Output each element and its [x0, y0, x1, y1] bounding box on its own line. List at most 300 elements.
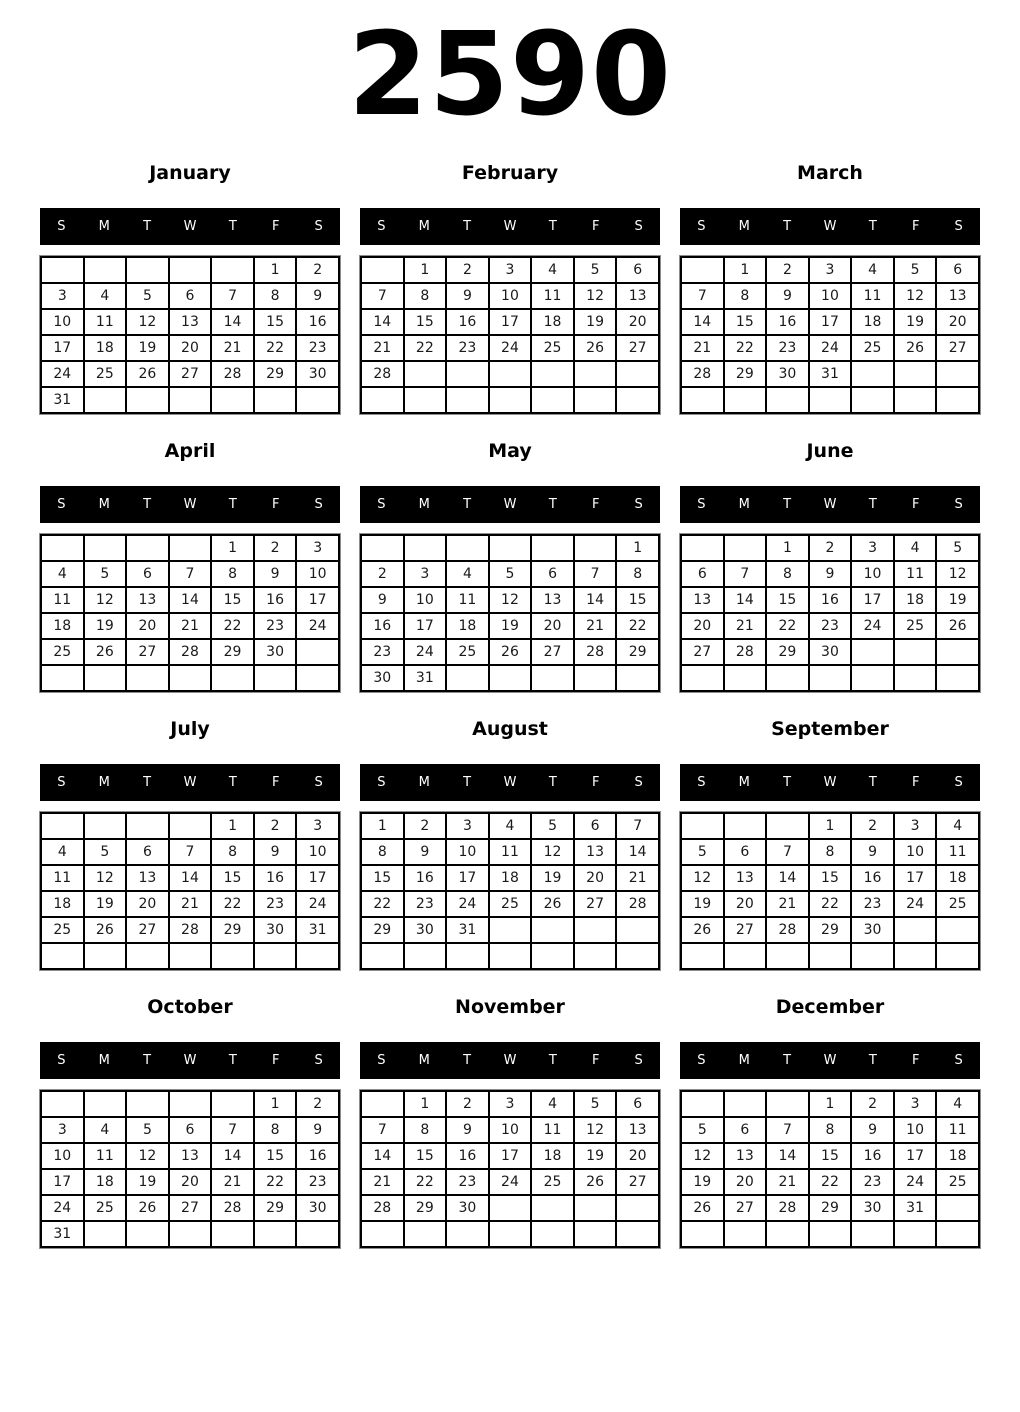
day-cell: 8 [404, 1117, 447, 1143]
day-cell: 5 [936, 535, 979, 561]
day-cell [211, 1091, 254, 1117]
week-row [361, 1169, 659, 1195]
day-cell: 4 [936, 813, 979, 839]
day-cell: 5 [531, 813, 574, 839]
weekday-label: F [271, 219, 280, 234]
day-cell: 11 [84, 1143, 127, 1169]
day-cell [169, 1221, 212, 1247]
weekday-label: M [98, 775, 110, 790]
week-row [681, 257, 979, 283]
day-cell: 8 [361, 839, 404, 865]
day-cell: 22 [211, 891, 254, 917]
day-cell: 14 [766, 865, 809, 891]
day-cell: 28 [211, 1195, 254, 1221]
day-cell [211, 1221, 254, 1247]
day-cell [446, 943, 489, 969]
day-cell [766, 665, 809, 691]
day-cell: 12 [84, 587, 127, 613]
day-cell: 15 [361, 865, 404, 891]
month-title: February [461, 162, 559, 184]
weekday-label: F [271, 1053, 280, 1068]
day-cell: 23 [254, 613, 297, 639]
weekday-label: T [463, 497, 472, 512]
day-cell [84, 1221, 127, 1247]
month-march [680, 150, 980, 428]
month-october [40, 984, 340, 1262]
day-cell: 16 [851, 865, 894, 891]
day-cell: 27 [169, 361, 212, 387]
day-cell: 8 [404, 283, 447, 309]
day-cell: 1 [211, 535, 254, 561]
month-grid [360, 256, 660, 414]
week-row [41, 361, 339, 387]
day-cell: 10 [489, 283, 532, 309]
day-cell: 27 [169, 1195, 212, 1221]
day-cell: 20 [616, 309, 659, 335]
day-cell: 24 [894, 1169, 937, 1195]
day-cell: 18 [851, 309, 894, 335]
week-row [681, 1221, 979, 1247]
day-cell [126, 813, 169, 839]
day-cell: 30 [766, 361, 809, 387]
day-cell: 10 [489, 1117, 532, 1143]
day-cell: 2 [851, 813, 894, 839]
weekday-label: S [314, 775, 323, 790]
weekday-label: S [697, 497, 706, 512]
month-grid [680, 534, 980, 692]
weekday-label: M [98, 219, 110, 234]
day-cell: 10 [41, 1143, 84, 1169]
day-cell [169, 665, 212, 691]
day-cell: 12 [84, 865, 127, 891]
day-cell: 17 [489, 309, 532, 335]
day-cell [809, 1221, 852, 1247]
day-cell [84, 665, 127, 691]
day-cell [84, 1091, 127, 1117]
day-cell: 23 [446, 335, 489, 361]
day-cell [851, 387, 894, 413]
day-cell: 2 [254, 535, 297, 561]
week-row [361, 917, 659, 943]
day-cell: 21 [766, 1169, 809, 1195]
week-row [681, 587, 979, 613]
day-cell [84, 535, 127, 561]
weekday-label: T [783, 775, 792, 790]
day-cell [724, 1091, 767, 1117]
day-cell [724, 535, 767, 561]
day-cell [254, 1221, 297, 1247]
day-cell: 15 [211, 865, 254, 891]
day-cell [616, 1195, 659, 1221]
day-cell: 16 [296, 1143, 339, 1169]
day-cell: 25 [936, 1169, 979, 1195]
day-cell [296, 387, 339, 413]
day-cell [681, 387, 724, 413]
day-cell: 18 [489, 865, 532, 891]
day-cell [809, 665, 852, 691]
week-row [681, 943, 979, 969]
day-cell: 4 [894, 535, 937, 561]
day-cell [361, 1221, 404, 1247]
day-cell: 6 [574, 813, 617, 839]
day-cell [574, 1221, 617, 1247]
weekday-label: M [418, 219, 430, 234]
day-cell: 25 [84, 1195, 127, 1221]
week-row [41, 335, 339, 361]
day-cell: 20 [169, 335, 212, 361]
day-cell: 9 [446, 283, 489, 309]
week-row [681, 387, 979, 413]
week-row [361, 309, 659, 335]
day-cell: 27 [936, 335, 979, 361]
weekday-label: F [591, 219, 600, 234]
day-cell: 13 [574, 839, 617, 865]
weekday-label: T [868, 775, 877, 790]
week-row [361, 1143, 659, 1169]
day-cell: 12 [126, 1143, 169, 1169]
day-cell: 4 [851, 257, 894, 283]
day-cell: 1 [254, 1091, 297, 1117]
day-cell: 7 [766, 1117, 809, 1143]
day-cell: 24 [404, 639, 447, 665]
day-cell: 31 [446, 917, 489, 943]
day-cell: 26 [681, 1195, 724, 1221]
day-cell: 22 [809, 1169, 852, 1195]
day-cell: 2 [404, 813, 447, 839]
day-cell [681, 813, 724, 839]
month-title: January [149, 162, 231, 184]
day-cell: 22 [404, 1169, 447, 1195]
weekday-label: W [503, 497, 517, 512]
day-cell: 4 [41, 561, 84, 587]
day-cell [936, 943, 979, 969]
day-cell [41, 813, 84, 839]
week-row [41, 1221, 339, 1247]
day-cell: 22 [254, 1169, 297, 1195]
day-cell: 26 [531, 891, 574, 917]
day-cell: 7 [361, 283, 404, 309]
day-cell: 20 [724, 891, 767, 917]
day-cell: 10 [296, 561, 339, 587]
weekday-label: F [271, 497, 280, 512]
day-cell [936, 1195, 979, 1221]
day-cell: 25 [936, 891, 979, 917]
day-cell [766, 387, 809, 413]
week-row [361, 865, 659, 891]
day-cell: 27 [574, 891, 617, 917]
day-cell: 26 [84, 917, 127, 943]
day-cell: 16 [254, 865, 297, 891]
day-cell [126, 665, 169, 691]
day-cell: 26 [574, 1169, 617, 1195]
day-cell [574, 361, 617, 387]
day-cell [489, 1221, 532, 1247]
day-cell: 4 [936, 1091, 979, 1117]
day-cell [41, 535, 84, 561]
day-cell: 18 [936, 865, 979, 891]
day-cell [446, 387, 489, 413]
day-cell: 19 [681, 1169, 724, 1195]
day-cell: 29 [361, 917, 404, 943]
month-november [360, 984, 660, 1262]
day-cell [936, 639, 979, 665]
weekday-label: T [783, 219, 792, 234]
day-cell [361, 535, 404, 561]
day-cell: 24 [894, 891, 937, 917]
day-cell: 3 [446, 813, 489, 839]
day-cell: 31 [894, 1195, 937, 1221]
day-cell [936, 1221, 979, 1247]
day-cell: 11 [531, 283, 574, 309]
day-cell: 30 [254, 639, 297, 665]
day-cell [894, 665, 937, 691]
week-row [41, 891, 339, 917]
day-cell: 15 [254, 1143, 297, 1169]
day-cell [681, 1091, 724, 1117]
day-cell [41, 1091, 84, 1117]
weekday-label: T [783, 497, 792, 512]
day-cell: 12 [126, 309, 169, 335]
day-cell: 11 [851, 283, 894, 309]
day-cell: 30 [254, 917, 297, 943]
month-title: November [455, 996, 565, 1018]
week-row [681, 839, 979, 865]
day-cell: 28 [169, 639, 212, 665]
day-cell: 28 [681, 361, 724, 387]
day-cell: 30 [296, 1195, 339, 1221]
day-cell [851, 665, 894, 691]
day-cell: 4 [531, 1091, 574, 1117]
day-cell: 29 [809, 917, 852, 943]
weekday-label: T [463, 775, 472, 790]
day-cell: 23 [296, 1169, 339, 1195]
day-cell: 27 [531, 639, 574, 665]
weekday-label: M [98, 497, 110, 512]
day-cell: 22 [361, 891, 404, 917]
day-cell [489, 917, 532, 943]
day-cell: 5 [894, 257, 937, 283]
day-cell [616, 361, 659, 387]
week-row [41, 1143, 339, 1169]
week-row [681, 1117, 979, 1143]
weekday-label: S [634, 497, 643, 512]
day-cell: 26 [894, 335, 937, 361]
week-row [681, 361, 979, 387]
day-cell: 28 [766, 917, 809, 943]
day-cell [296, 639, 339, 665]
weekday-label: S [697, 1053, 706, 1068]
day-cell [126, 1091, 169, 1117]
day-cell: 19 [574, 309, 617, 335]
weekday-label: T [143, 497, 152, 512]
day-cell: 18 [936, 1143, 979, 1169]
day-cell: 18 [41, 891, 84, 917]
day-cell [169, 257, 212, 283]
weekday-label: S [377, 1053, 386, 1068]
week-row [41, 309, 339, 335]
weekday-label: S [314, 219, 323, 234]
day-cell [361, 943, 404, 969]
day-cell: 31 [404, 665, 447, 691]
weekday-label: S [57, 219, 66, 234]
day-cell [404, 387, 447, 413]
month-title: December [775, 996, 885, 1018]
day-cell: 7 [766, 839, 809, 865]
day-cell: 26 [126, 1195, 169, 1221]
day-cell: 22 [616, 613, 659, 639]
day-cell [446, 1221, 489, 1247]
week-row [681, 1143, 979, 1169]
week-row [361, 587, 659, 613]
day-cell: 14 [361, 1143, 404, 1169]
weekday-label: W [823, 497, 837, 512]
week-row [681, 1169, 979, 1195]
day-cell [169, 1091, 212, 1117]
day-cell [894, 943, 937, 969]
day-cell [404, 943, 447, 969]
day-cell [84, 257, 127, 283]
weekday-label: T [228, 775, 237, 790]
day-cell [894, 1221, 937, 1247]
day-cell: 27 [724, 917, 767, 943]
day-cell: 12 [936, 561, 979, 587]
day-cell [489, 387, 532, 413]
day-cell: 15 [809, 1143, 852, 1169]
day-cell: 13 [126, 865, 169, 891]
day-cell: 17 [296, 865, 339, 891]
week-row [41, 535, 339, 561]
day-cell: 4 [446, 561, 489, 587]
day-cell: 13 [169, 1143, 212, 1169]
day-cell [531, 535, 574, 561]
day-cell: 14 [361, 309, 404, 335]
day-cell: 10 [404, 587, 447, 613]
day-cell: 15 [211, 587, 254, 613]
week-row [361, 613, 659, 639]
day-cell: 23 [361, 639, 404, 665]
weekday-label: T [548, 1053, 557, 1068]
day-cell: 30 [809, 639, 852, 665]
day-cell [446, 535, 489, 561]
day-cell: 2 [296, 257, 339, 283]
day-cell: 28 [361, 1195, 404, 1221]
day-cell: 31 [809, 361, 852, 387]
day-cell: 22 [254, 335, 297, 361]
day-cell: 18 [84, 1169, 127, 1195]
day-cell: 21 [574, 613, 617, 639]
day-cell: 18 [531, 1143, 574, 1169]
week-row [41, 1117, 339, 1143]
day-cell [489, 943, 532, 969]
day-cell: 6 [616, 257, 659, 283]
day-cell [126, 387, 169, 413]
day-cell: 21 [681, 335, 724, 361]
day-cell: 27 [126, 917, 169, 943]
day-cell: 27 [616, 1169, 659, 1195]
week-row [361, 535, 659, 561]
day-cell: 24 [446, 891, 489, 917]
day-cell [809, 387, 852, 413]
day-cell: 19 [489, 613, 532, 639]
day-cell [126, 943, 169, 969]
day-cell [84, 387, 127, 413]
day-cell: 21 [616, 865, 659, 891]
weekday-label: F [911, 775, 920, 790]
month-grid [360, 1090, 660, 1248]
day-cell [361, 257, 404, 283]
month-grid [360, 534, 660, 692]
week-row [41, 943, 339, 969]
day-cell: 17 [489, 1143, 532, 1169]
weekday-label: S [57, 497, 66, 512]
day-cell [724, 1221, 767, 1247]
day-cell [574, 665, 617, 691]
day-cell [254, 387, 297, 413]
day-cell: 22 [211, 613, 254, 639]
weekday-label: M [418, 1053, 430, 1068]
day-cell: 14 [169, 865, 212, 891]
day-cell: 5 [574, 257, 617, 283]
day-cell: 14 [211, 309, 254, 335]
weekday-label: W [183, 775, 197, 790]
week-row [41, 813, 339, 839]
week-row [681, 335, 979, 361]
weekday-label: W [823, 775, 837, 790]
day-cell: 4 [531, 257, 574, 283]
day-cell [531, 361, 574, 387]
day-cell: 25 [851, 335, 894, 361]
day-cell: 13 [531, 587, 574, 613]
day-cell [616, 943, 659, 969]
day-cell: 23 [809, 613, 852, 639]
week-row [681, 613, 979, 639]
day-cell [41, 665, 84, 691]
month-grid [40, 812, 340, 970]
day-cell: 15 [404, 1143, 447, 1169]
day-cell [296, 1221, 339, 1247]
day-cell: 7 [169, 839, 212, 865]
weekday-label: S [377, 497, 386, 512]
day-cell: 26 [936, 613, 979, 639]
weekday-label: S [634, 1053, 643, 1068]
weekday-label: T [548, 219, 557, 234]
month-december [680, 984, 980, 1262]
week-row [361, 665, 659, 691]
week-row [41, 613, 339, 639]
day-cell [574, 1195, 617, 1221]
day-cell: 14 [616, 839, 659, 865]
day-cell: 12 [894, 283, 937, 309]
day-cell: 16 [254, 587, 297, 613]
weekday-label: S [314, 1053, 323, 1068]
day-cell [724, 387, 767, 413]
day-cell [936, 917, 979, 943]
day-cell: 29 [254, 361, 297, 387]
week-row [361, 561, 659, 587]
day-cell: 12 [574, 283, 617, 309]
month-title: September [771, 718, 889, 740]
day-cell: 19 [531, 865, 574, 891]
day-cell [616, 1221, 659, 1247]
week-row [361, 891, 659, 917]
day-cell: 29 [254, 1195, 297, 1221]
weekday-label: S [314, 497, 323, 512]
weekday-label: T [868, 497, 877, 512]
day-cell: 16 [851, 1143, 894, 1169]
day-cell: 3 [296, 813, 339, 839]
day-cell [169, 943, 212, 969]
day-cell: 3 [894, 813, 937, 839]
